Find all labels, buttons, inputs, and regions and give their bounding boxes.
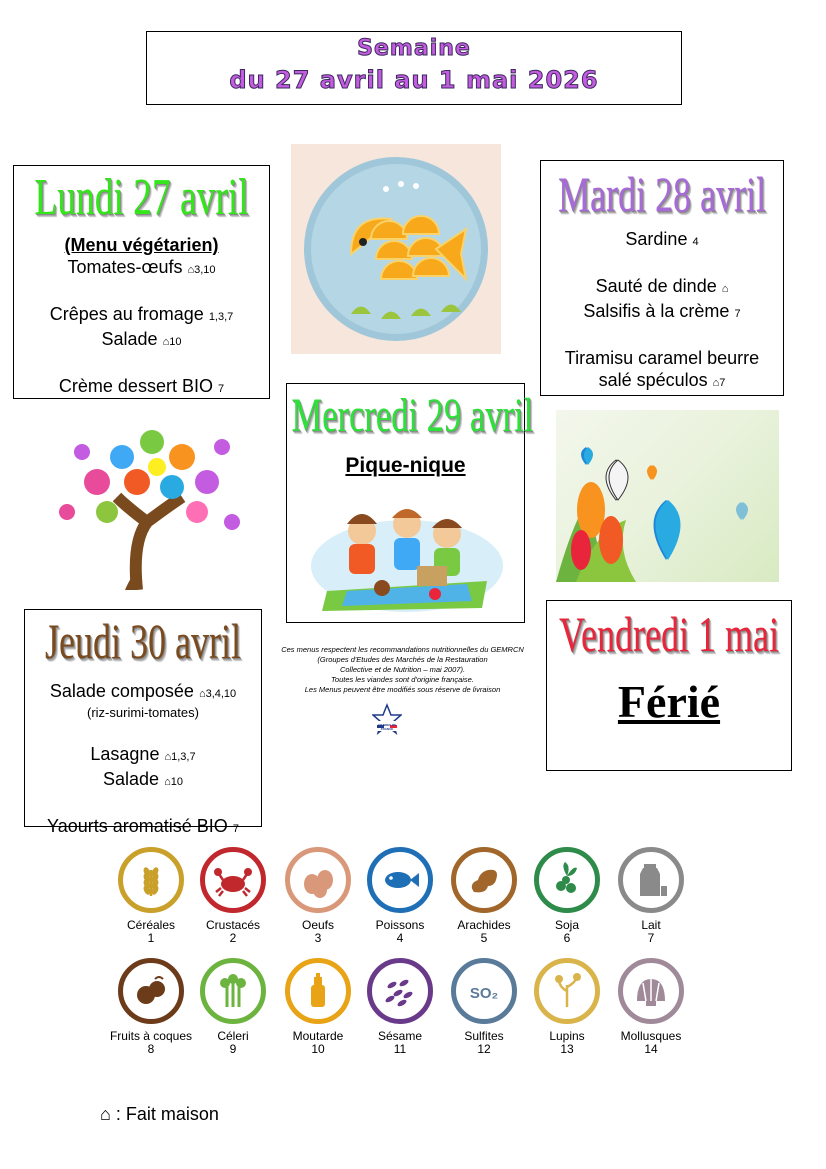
allergen-item	[108, 847, 194, 945]
allergen-item	[608, 958, 694, 1056]
fruit-fish-plate-image	[291, 144, 501, 354]
allergen-name: Sulfites	[464, 1029, 504, 1043]
svg-text:SO₂: SO₂	[469, 985, 499, 1002]
monday-subtitle: (Menu végétarien)	[64, 235, 219, 255]
tuesday-menu	[541, 228, 783, 394]
monday-title: Lundi 27 avril	[34, 169, 249, 226]
header-week-label: Semaine	[357, 36, 471, 61]
monday-item-4: Crème dessert BIO 7	[58, 376, 225, 396]
wednesday-subtitle: Pique-nique	[345, 454, 466, 477]
thursday-card	[24, 609, 262, 836]
allergen-number: 2	[229, 931, 237, 945]
allergen-name: Lupins	[549, 1029, 585, 1043]
sesame-icon	[367, 958, 433, 1024]
allergen-name: Arachides	[457, 918, 511, 932]
allergen-item	[357, 958, 443, 1056]
allergen-number: 8	[147, 1042, 155, 1056]
thursday-item-4: Yaourts aromatisé BIO 7	[47, 816, 239, 836]
wednesday-card	[286, 383, 534, 623]
house-icon: ⌂	[100, 1104, 111, 1124]
allergen-name: Moutarde	[292, 1029, 344, 1043]
flower-tree-image	[37, 412, 252, 590]
allergen-name: Sésame	[377, 1029, 423, 1043]
allergen-number: 13	[560, 1042, 574, 1056]
tuesday-title: Mardi 28 avril	[558, 166, 766, 222]
tuesday-card	[540, 160, 784, 396]
notes-line-1: Ces menus respectent les recommandations nutritionnelles du GEMRCN	[281, 645, 524, 654]
tuesday-item-2: Sauté de dinde ⌂	[595, 276, 729, 296]
allergen-number: 4	[396, 931, 404, 945]
eggs-icon	[285, 847, 351, 913]
monday-item-2: Crêpes au fromage 1,3,7	[49, 304, 234, 324]
allergen-number: 9	[229, 1042, 237, 1056]
tuesday-item-4: Tiramisu caramel beurre salé spéculos ⌂7	[564, 348, 760, 390]
allergen-name: Céleri	[217, 1029, 249, 1043]
mustard-icon	[285, 958, 351, 1024]
allergen-item	[275, 847, 361, 945]
tuesday-item-1: Sardine 4	[625, 229, 699, 249]
crab-icon	[200, 847, 266, 913]
thursday-item-1: Salade composée ⌂3,4,10	[49, 681, 237, 701]
allergen-number: 1	[147, 931, 155, 945]
header-dates: du 27 avril au 1 mai 2026	[229, 66, 599, 94]
allergen-name: Crustacés	[205, 918, 261, 932]
nuts-icon	[118, 958, 184, 1024]
allergen-name: Mollusques	[620, 1029, 682, 1043]
allergen-number: 11	[393, 1042, 407, 1056]
nutrition-notes	[265, 645, 540, 695]
allergen-number: 5	[480, 931, 488, 945]
allergen-item	[441, 958, 527, 1056]
milk-icon	[618, 847, 684, 913]
thursday-menu	[25, 680, 261, 840]
soy-icon	[534, 847, 600, 913]
butterflies-image	[556, 410, 779, 582]
peanut-icon	[451, 847, 517, 913]
allergen-item	[108, 958, 194, 1056]
allergen-number: 6	[563, 931, 571, 945]
monday-menu	[14, 234, 269, 400]
allergen-number: 7	[647, 931, 655, 945]
friday-status: Férié	[617, 676, 721, 727]
allergen-name: Lait	[641, 918, 661, 932]
wednesday-title: Mercredi 29 avril	[291, 389, 534, 442]
notes-line-3: Collective et de Nutrition – mai 2007).	[339, 665, 466, 674]
monday-card	[13, 165, 270, 399]
celery-icon	[200, 958, 266, 1024]
notes-line-4: Toutes les viandes sont d'origine française.	[331, 675, 474, 684]
picnic-image	[307, 496, 507, 614]
allergen-item	[275, 958, 361, 1056]
wheat-icon	[118, 847, 184, 913]
thursday-item-2: Lasagne ⌂1,3,7	[90, 744, 196, 764]
thursday-title: Jeudi 30 avril	[45, 613, 241, 669]
notes-line-2: (Groupes d'Etudes des Marchés de la Restauration	[317, 655, 488, 664]
tuesday-item-3: Salsifis à la crème 7	[583, 301, 741, 321]
allergen-item	[524, 847, 610, 945]
thursday-item-1-note: (riz-surimi-tomates)	[87, 705, 199, 720]
allergen-number: 12	[477, 1042, 491, 1056]
monday-item-3: Salade ⌂10	[101, 329, 182, 349]
logo-text: VIANDES DE FRANCE	[377, 723, 397, 731]
thursday-item-3: Salade ⌂10	[103, 769, 183, 789]
legend-text: : Fait maison	[115, 1104, 219, 1124]
allergen-item	[441, 847, 527, 945]
allergen-item	[190, 847, 276, 945]
allergen-name: Soja	[554, 918, 580, 932]
friday-card	[546, 600, 792, 771]
lupin-icon	[534, 958, 600, 1024]
friday-title: Vendredi 1 mai	[559, 606, 779, 662]
allergen-name: Céréales	[126, 918, 176, 932]
homemade-legend	[100, 1104, 219, 1125]
sulfites-icon	[451, 958, 517, 1024]
allergen-name: Poissons	[375, 918, 425, 932]
allergen-item	[524, 958, 610, 1056]
week-header	[146, 31, 682, 105]
allergen-name: Fruits à coques	[109, 1029, 193, 1043]
viandes-de-france-logo	[372, 703, 402, 743]
allergen-number: 3	[314, 931, 322, 945]
allergen-name: Oeufs	[301, 918, 334, 932]
notes-line-5: Les Menus peuvent être modifiés sous réserve de livraison	[304, 685, 501, 694]
allergen-item	[608, 847, 694, 945]
shell-icon	[618, 958, 684, 1024]
allergen-item	[357, 847, 443, 945]
fish-icon	[367, 847, 433, 913]
monday-item-1: Tomates-œufs ⌂3,10	[67, 257, 216, 277]
allergen-number: 14	[644, 1042, 658, 1056]
allergen-number: 10	[311, 1042, 325, 1056]
allergen-item	[190, 958, 276, 1056]
